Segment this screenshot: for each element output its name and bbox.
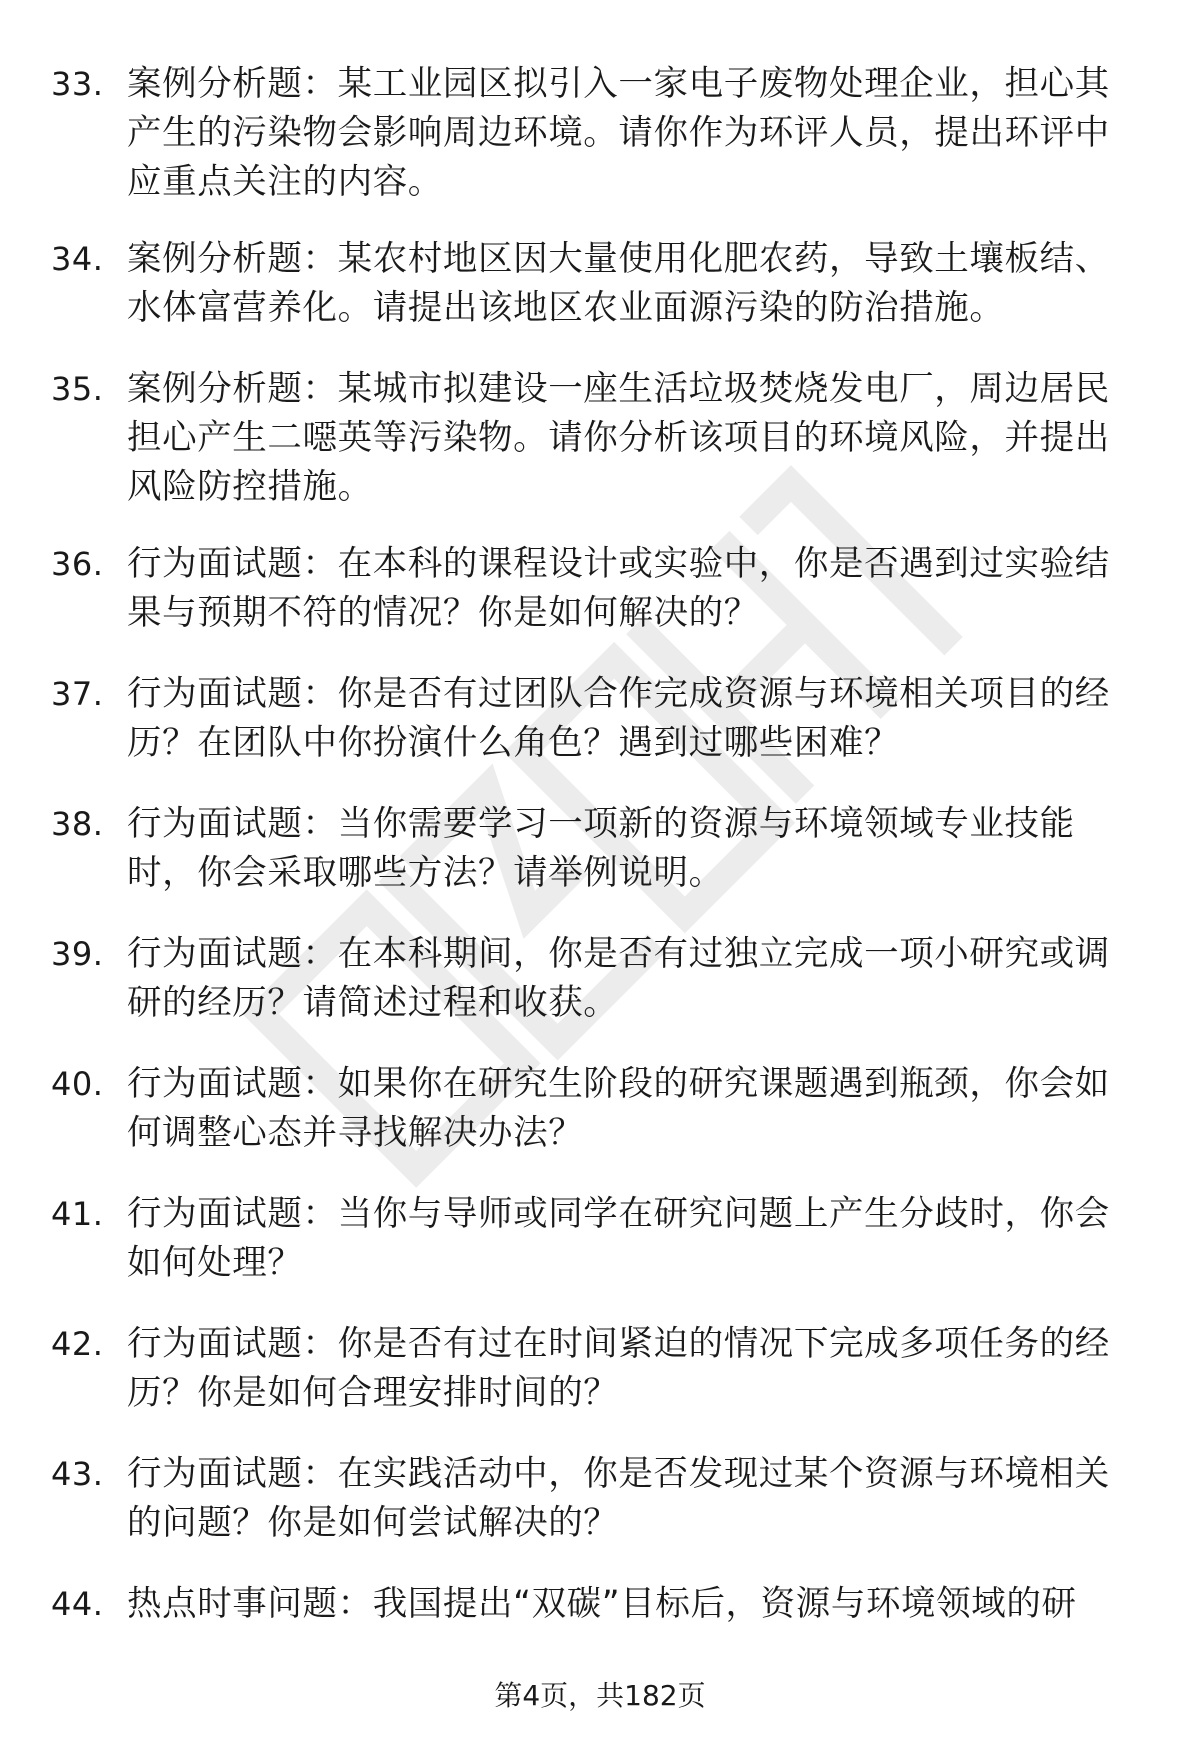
- question-item: [0, 920, 1200, 1050]
- question-text: 案例分析题：某工业园区拟引入一家电子废物处理企业，担心其产生的污染物会影响周边环境。请你作为环评人员，提出环评中应重点关注的内容。: [127, 64, 1110, 202]
- question-text: 行为面试题：你是否有过在时间紧迫的情况下完成多项任务的经历？你是如何合理安排时间的？: [127, 1324, 1110, 1413]
- question-text: 案例分析题：某农村地区因大量使用化肥农药，导致土壤板结、水体富营养化。请提出该地区农业面源污染的防治措施。: [127, 239, 1110, 328]
- question-item: [0, 1050, 1200, 1180]
- question-text: 行为面试题：你是否有过团队合作完成资源与环境相关项目的经历？在团队中你扮演什么角色？遇到过哪些困难？: [127, 674, 1110, 763]
- question-item: [0, 1180, 1200, 1310]
- question-list: [0, 50, 1200, 1700]
- question-text: 行为面试题：当你需要学习一项新的资源与环境领域专业技能时，你会采取哪些方法？请举例说明。: [127, 804, 1075, 893]
- question-item: [0, 790, 1200, 920]
- question-item: [0, 660, 1200, 790]
- question-number: 43.: [51, 1455, 104, 1493]
- question-text: 热点时事问题：我国提出“双碳”目标后，资源与环境领域的研: [127, 1584, 1077, 1624]
- question-item: [0, 1440, 1200, 1570]
- question-text: 行为面试题：如果你在研究生阶段的研究课题遇到瓶颈，你会如何调整心态并寻找解决办法？: [127, 1064, 1110, 1153]
- question-number: 38.: [51, 805, 104, 843]
- question-number: 42.: [51, 1325, 104, 1363]
- question-text: 行为面试题：在本科的课程设计或实验中，你是否遇到过实验结果与预期不符的情况？你是如何解决的？: [127, 544, 1110, 633]
- page-footer: 第4页，共182页: [494, 1679, 706, 1712]
- question-item: [0, 1310, 1200, 1440]
- question-text: 行为面试题：在实践活动中，你是否发现过某个资源与环境相关的问题？你是如何尝试解决的？: [127, 1454, 1110, 1543]
- question-number: 36.: [51, 545, 104, 583]
- question-number: 33.: [51, 65, 104, 103]
- question-item: [0, 530, 1200, 660]
- question-item: [0, 50, 1200, 225]
- question-number: 37.: [51, 675, 104, 713]
- question-item: [0, 355, 1200, 530]
- question-number: 40.: [51, 1065, 104, 1103]
- question-number: 34.: [51, 240, 104, 278]
- question-number: 44.: [51, 1585, 104, 1623]
- question-number: 39.: [51, 935, 104, 973]
- question-number: 35.: [51, 370, 104, 408]
- question-text: 案例分析题：某城市拟建设一座生活垃圾焚烧发电厂，周边居民担心产生二噁英等污染物。请你分析该项目的环境风险，并提出风险防控措施。: [127, 369, 1110, 507]
- question-item: [0, 225, 1200, 355]
- question-number: 41.: [51, 1195, 104, 1233]
- question-text: 行为面试题：当你与导师或同学在研究问题上产生分歧时，你会如何处理？: [127, 1194, 1110, 1283]
- question-text: 行为面试题：在本科期间，你是否有过独立完成一项小研究或调研的经历？请简述过程和收获。: [127, 934, 1110, 1023]
